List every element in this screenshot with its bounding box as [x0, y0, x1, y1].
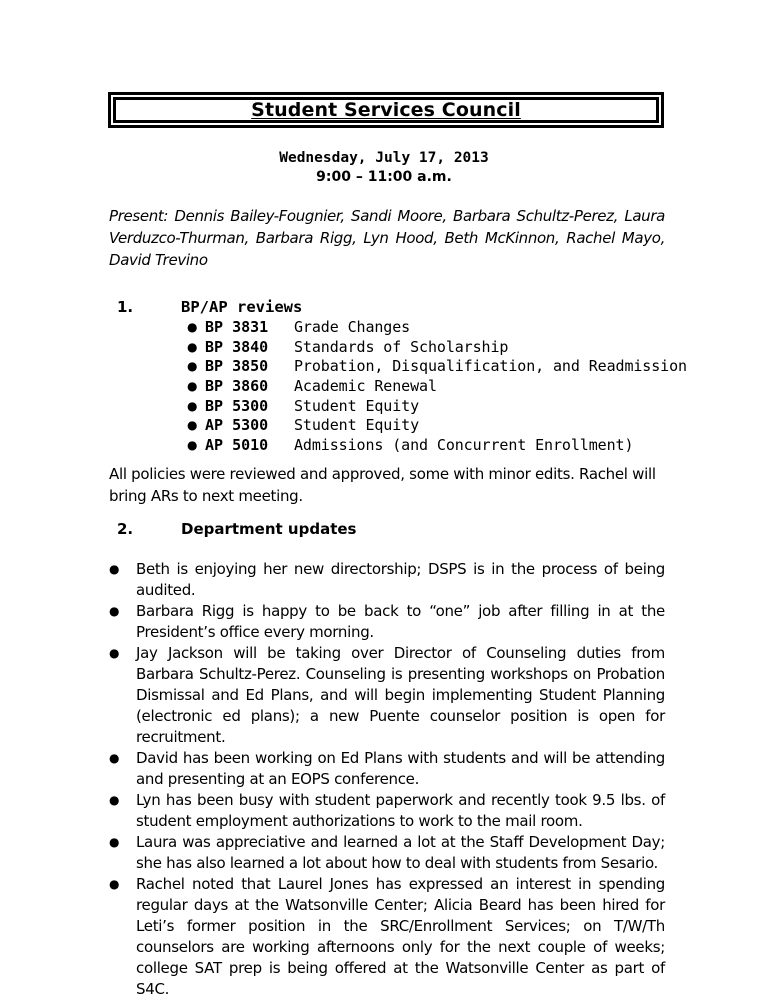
list-item: ● Barbara Rigg is happy to be back to “one” job after filling in at the President’s office every morning. [109, 602, 665, 641]
policy-description: Grade Changes [294, 318, 411, 336]
section-2-number: 2. [117, 520, 134, 538]
policy-description: Admissions (and Concurrent Enrollment) [294, 436, 634, 455]
list-item: ● David has been working on Ed Plans with students and will be attending and presenting at an EOPS conference. [109, 749, 665, 788]
policy-code: BP 3831 [205, 318, 269, 336]
policy-code: BP 3850 [205, 357, 269, 376]
policy-code: BP 3860 [205, 377, 269, 396]
title-box [108, 92, 664, 128]
list-item: ● Rachel noted that Laurel Jones has expressed an interest in spending regular days at the Watsonville Center; Alicia Beard has been hired for Leti’s former position in the SRC/Enrollment Services; on T/W/Th counselors are working afternoons only for the next couple of weeks; college SAT prep is being offered at the Watsonville Center as part of S4C. [109, 875, 665, 998]
policy-description: Academic Renewal [294, 377, 437, 396]
policy-description: Probation, Disqualification, and Readmission [294, 357, 687, 376]
policy-description: Standards of Scholarship [294, 337, 509, 356]
list-item: ● BP 3840 Standards of Scholarship [187, 337, 509, 356]
department-updates-list [109, 559, 665, 1000]
section-1-heading: BP/AP reviews [181, 298, 303, 316]
list-item: ● AP 5010 Admissions (and Concurrent Enrollment) [187, 436, 634, 455]
policy-code: BP 3840 [205, 337, 269, 356]
section-2-heading: Department updates [181, 520, 357, 538]
meeting-date: Wednesday, July 17, 2013 [279, 150, 489, 166]
section-1-number: 1. [117, 298, 134, 316]
section-1-note: All policies were reviewed and approved, some with minor edits. Rachel will bring ARs to next meeting. [109, 465, 656, 505]
list-item: ● BP 3831 Grade Changes [187, 318, 411, 336]
policy-description: Student Equity [294, 396, 420, 415]
meeting-time: 9:00 – 11:00 a.m. [316, 169, 452, 185]
document-title: Student Services Council [251, 99, 521, 121]
list-item: ● Beth is enjoying her new directorship; DSPS is in the process of being audited. [109, 560, 665, 599]
policy-code: BP 5300 [205, 396, 269, 415]
policy-code: AP 5300 [205, 416, 269, 435]
list-item: ● Jay Jackson will be taking over Director of Counseling duties from Barbara Schultz-Perez. Counseling is presenting workshops on Probation Dismissal and Ed Plans, and will begin implementing Student Planning (electronic ed plans); a new Puente counselor position is open for recruitment. [109, 644, 665, 746]
list-item: ● BP 3850 Probation, Disqualification, and Readmission [187, 357, 687, 376]
list-item: ● BP 5300 Student Equity [187, 396, 420, 415]
list-item: ● AP 5300 Student Equity [187, 416, 420, 435]
policy-code: AP 5010 [205, 436, 269, 455]
policy-list [181, 318, 687, 456]
list-item: ● Laura was appreciative and learned a lot at the Staff Development Day; she has also learned a lot about how to deal with students from Sesario. [109, 833, 665, 872]
policy-description: Student Equity [294, 416, 420, 435]
list-item: ● Lyn has been busy with student paperwork and recently took 9.5 lbs. of student employment authorizations to work to the mail room. [109, 791, 665, 830]
list-item: ● BP 3860 Academic Renewal [187, 377, 437, 396]
attendees-list: Present: Dennis Bailey-Fougnier, Sandi Moore, Barbara Schultz-Perez, Laura Verduzco-Thurman, Barbara Rigg, Lyn Hood, Beth McKinnon, Rachel Mayo, David Trevino [109, 207, 665, 269]
